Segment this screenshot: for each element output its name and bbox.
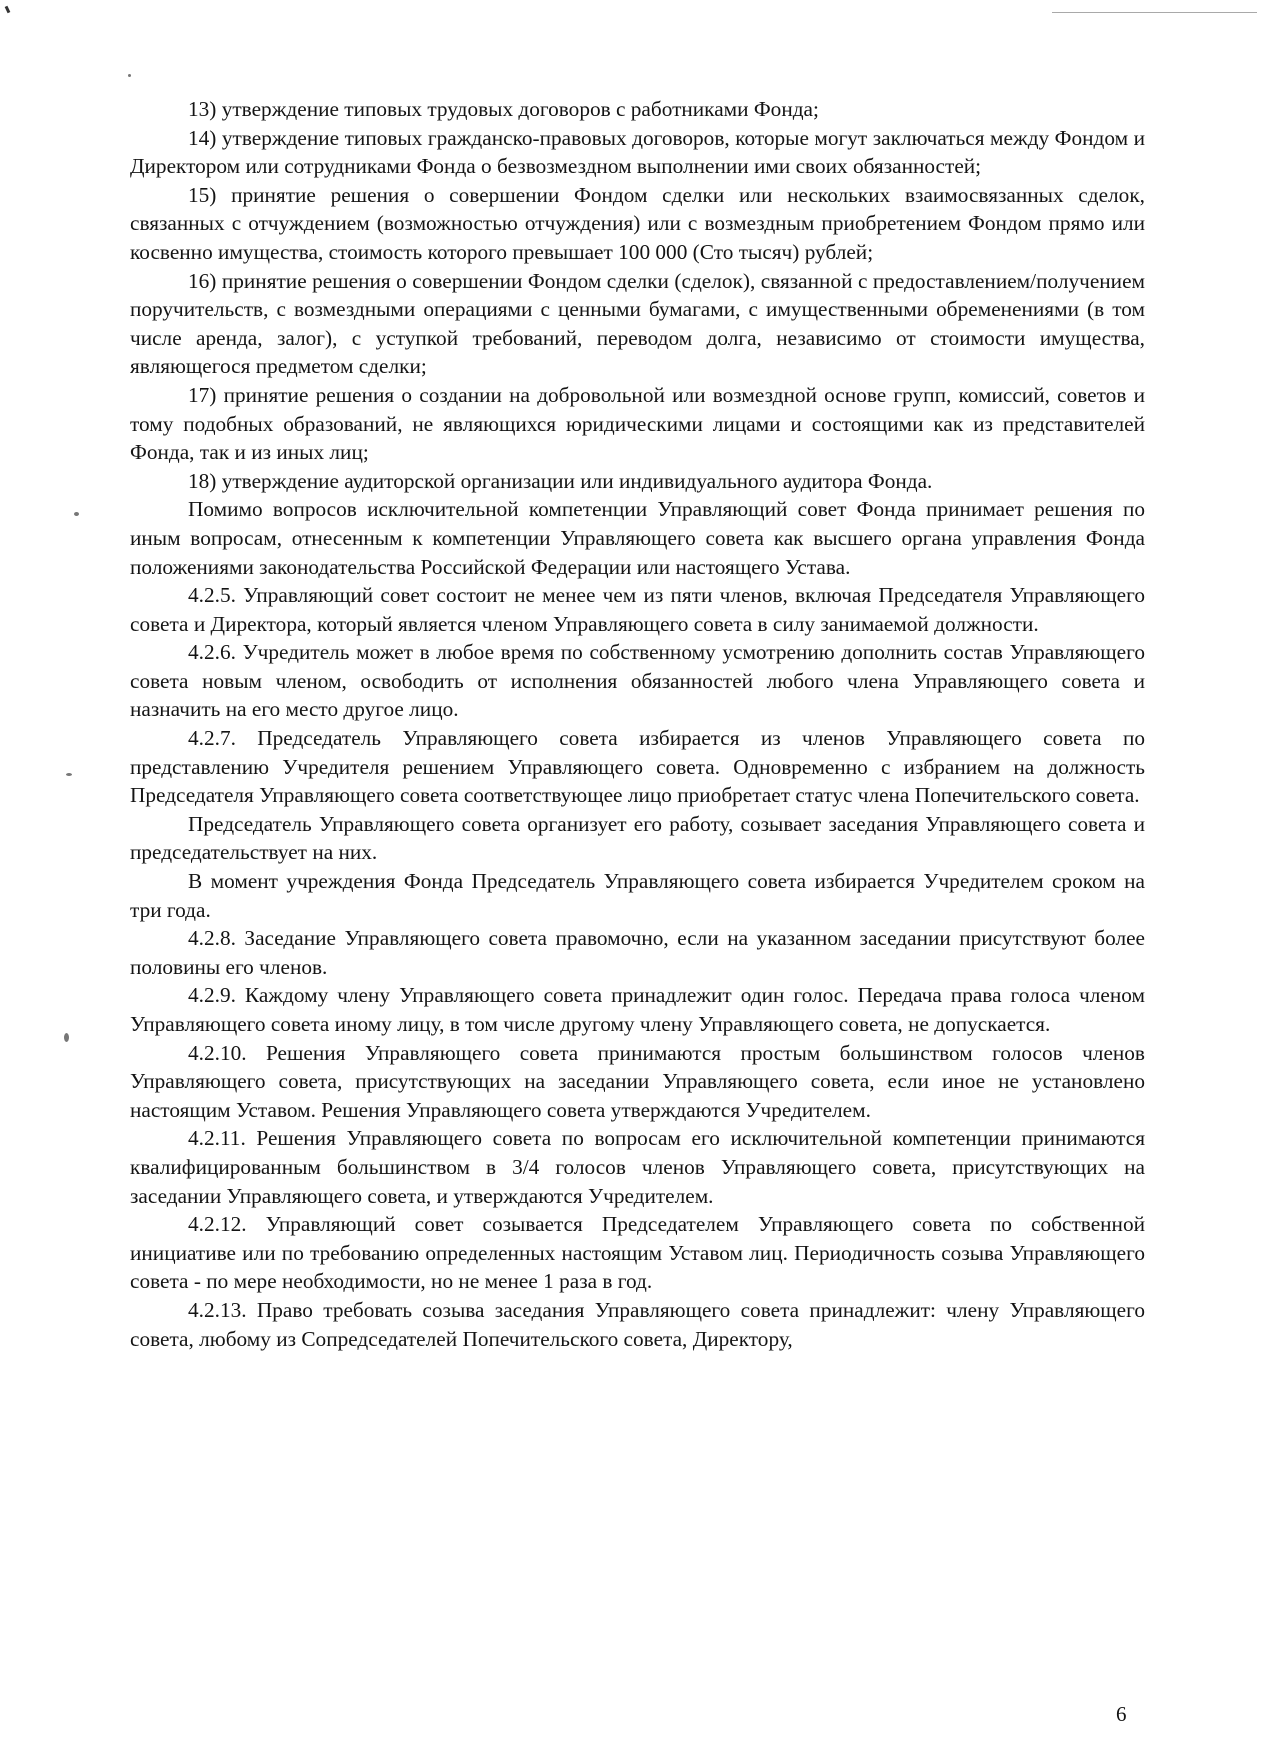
scan-edge-line [1052,12,1257,13]
paragraph-competence: Помимо вопросов исключительной компетенции Управляющий совет Фонда принимает решения по иным вопросам, отнесенным к компетенции Управляющего совета как высшего органа управления Фонда положениями законодательства Российской Федерации или настоящего Устава. [130,497,1145,579]
paragraph-item-14: 14) утверждение типовых гражданско-правовых договоров, которые могут заключаться между Фондом и Директором или сотрудниками Фонда о безвозмездном выполнении ими своих обязанностей; [130,125,1145,179]
scan-speck [74,512,79,516]
paragraph-item-16: 16) принятие решения о совершении Фондом сделки (сделок), связанной с предоставлением/получением поручительств, с возмездными операциями с ценными бумагами, с имущественными обременениями (в том числе аренда, залог), с уступкой требований, переводом долга, независимо от стоимости имущества, являющегося предметом сделки; [130,268,1145,379]
paragraph-item-17: 17) принятие решения о создании на добровольной или возмездной основе групп, комиссий, советов и тому подобных образований, не являющихся юридическими лицами и состоящими как из представителей Фонда, так и из иных лиц; [130,382,1145,465]
paragraph-4-2-11: 4.2.11. Решения Управляющего совета по вопросам его исключительной компетенции принимаются квалифицированным большинством в 3/4 голосов членов Управляющего совета, присутствующих на заседании Управляющего совета, и утверждаются Учредителем. [130,1126,1145,1208]
paragraph-4-2-5: 4.2.5. Управляющий совет состоит не менее чем из пяти членов, включая Председателя Управляющего совета и Директора, который является членом Управляющего совета в силу занимаемой должности. [130,583,1145,636]
paragraph-item-13: 13) утверждение типовых трудовых договоров с работниками Фонда; [188,97,819,121]
paragraph-chairman-term: В момент учреждения Фонда Председатель Управляющего совета избирается Учредителем сроком на три года. [130,869,1145,922]
paragraph-4-2-12: 4.2.12. Управляющий совет созывается Председателем Управляющего совета по собственной инициативе или по требованию определенных настоящим Уставом лиц. Периодичность созыва Управляющего совета - по мере необходимости, но не менее 1 раза в год. [130,1212,1145,1294]
page-number: 6 [1116,1702,1127,1726]
scan-speck [64,1033,69,1042]
paragraph-4-2-6: 4.2.6. Учредитель может в любое время по собственному усмотрению дополнить состав Управляющего совета новым членом, освободить от исполнения обязанностей любого члена Управляющего совета и назначить на его место другое лицо. [130,640,1145,722]
scan-speck [66,773,72,776]
paragraph-4-2-8: 4.2.8. Заседание Управляющего совета правомочно, если на указанном заседании присутствуют более половины его членов. [130,926,1145,979]
paragraph-4-2-9: 4.2.9. Каждому члену Управляющего совета принадлежит один голос. Передача права голоса членом Управляющего совета иному лицу, в том числе другому члену Управляющего совета, не допускается. [130,983,1145,1036]
document-body [130,95,1145,1353]
paragraph-chairman-duties: Председатель Управляющего совета организует его работу, созывает заседания Управляющего совета и председательствует на них. [130,811,1145,865]
paragraph-item-18: 18) утверждение аудиторской организации или индивидуального аудитора Фонда. [188,468,933,493]
paragraph-4-2-7: 4.2.7. Председатель Управляющего совета избирается из членов Управляющего совета по представлению Учредителя решением Управляющего совета. Одновременно с избранием на должность Председателя Управляющего совета соответствующее лицо приобретает статус члена Попечительского совета. [130,726,1145,808]
paragraph-4-2-13: 4.2.13. Право требовать созыва заседания Управляющего совета принадлежит: члену Управляющего совета, любому из Сопредседателей Попечительского совета, Директору, [130,1297,1145,1351]
paragraph-4-2-10: 4.2.10. Решения Управляющего совета принимаются простым большинством голосов членов Управляющего совета, присутствующих на заседании Управляющего совета, если иное не установлено настоящим Уставом. Решения Управляющего совета утверждаются Учредителем. [130,1040,1145,1122]
paragraph-item-15: 15) принятие решения о совершении Фондом сделки или нескольких взаимосвязанных сделок, связанных с отчуждением (возможностью отчуждения) или с возмездным приобретением Фондом прямо или косвенно имущества, стоимость которого превышает 100 000 (Сто тысяч) рублей; [130,182,1145,264]
scan-corner-mark [5,6,11,14]
scan-speck [128,74,131,77]
